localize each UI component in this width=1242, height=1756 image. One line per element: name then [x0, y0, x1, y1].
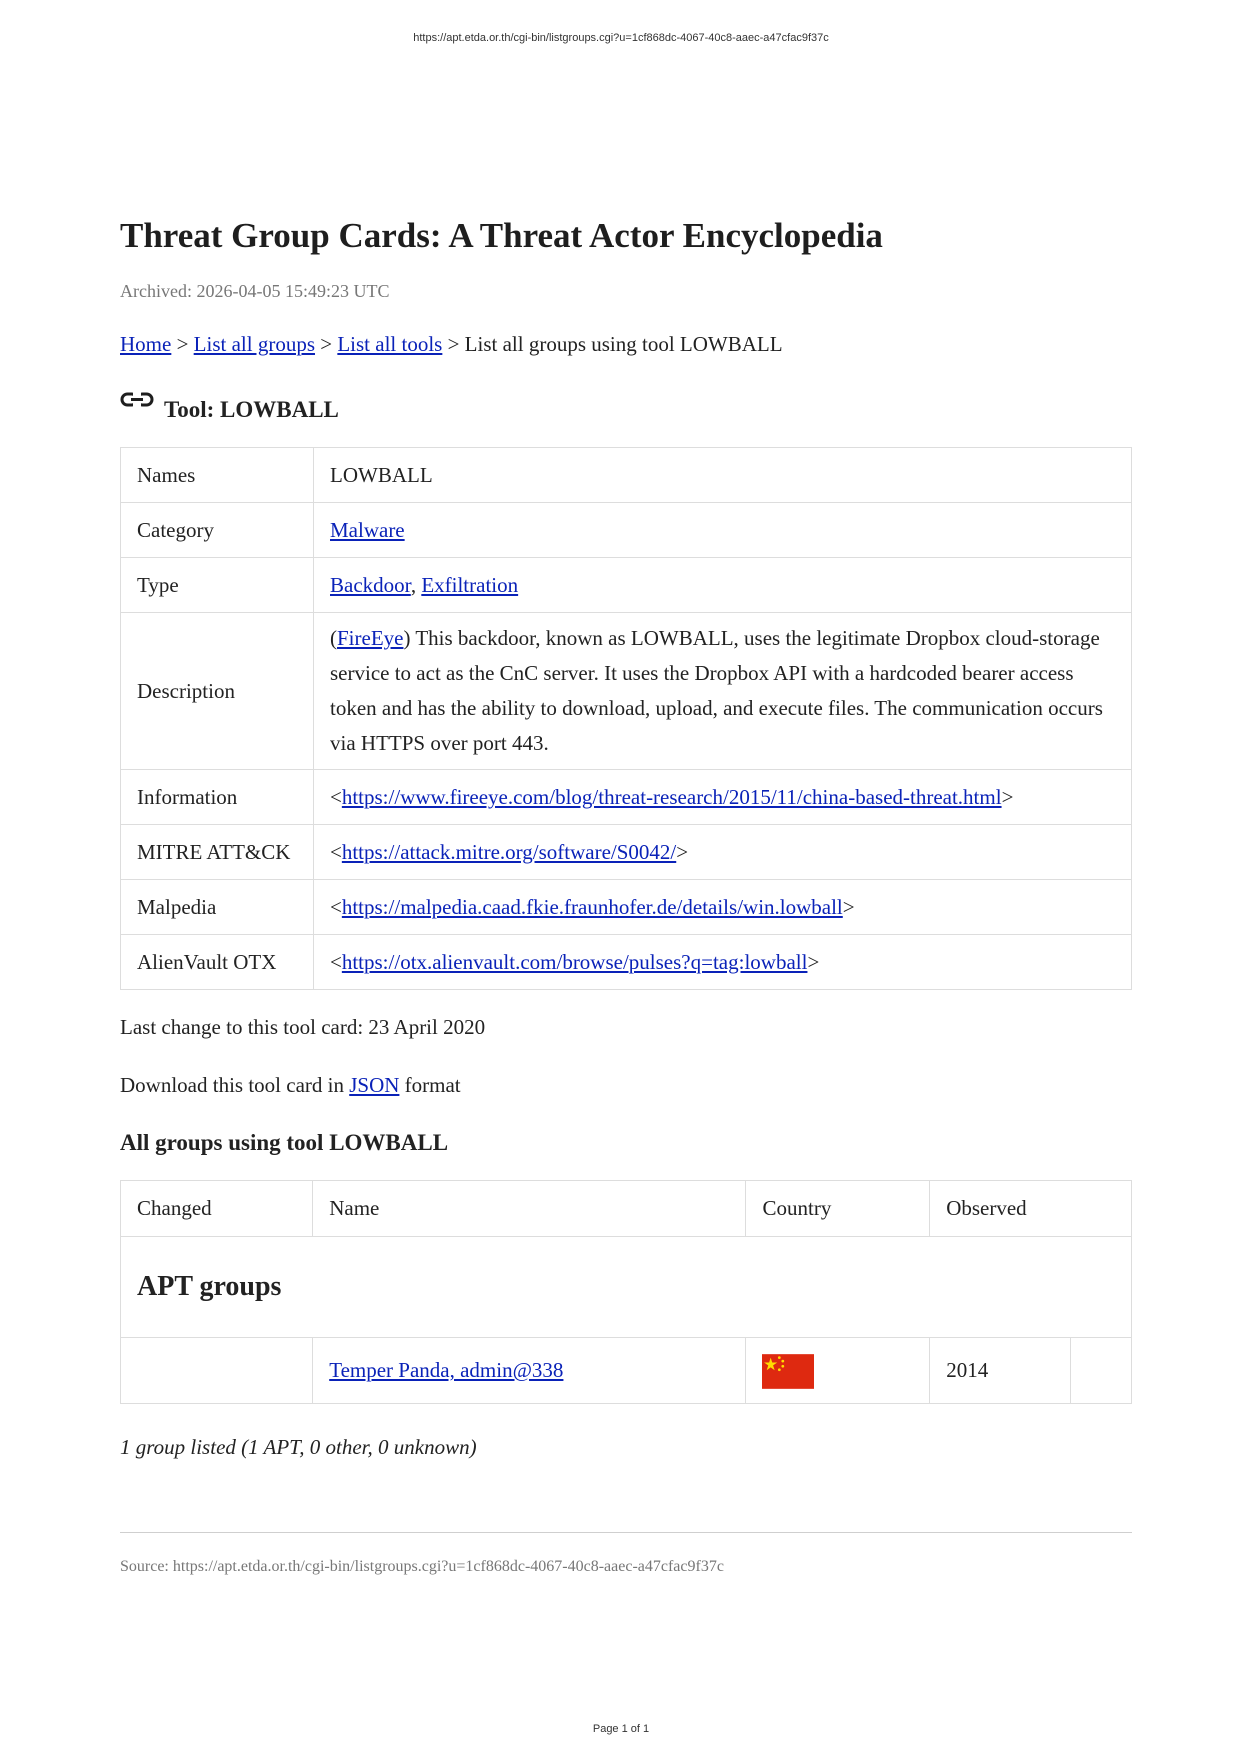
table-row-description [121, 613, 1132, 770]
table-row-category [121, 503, 1132, 558]
section-row-apt [121, 1237, 1132, 1338]
row-key: MITRE ATT&CK [121, 825, 314, 880]
row-key: AlienVault OTX [121, 935, 314, 990]
download-prefix: Download this tool card in [120, 1073, 350, 1097]
breadcrumb-separator: > [315, 332, 338, 356]
changed-cell [121, 1338, 313, 1404]
mitre-link[interactable]: https://attack.mitre.org/software/S0042/ [341, 839, 677, 864]
main-content [120, 212, 1132, 1579]
description-open-paren: ( [330, 626, 337, 650]
otx-link[interactable]: https://otx.alienvault.com/browse/pulses?q=tag:lowball [341, 949, 808, 974]
type-cell [314, 558, 1132, 613]
type-exfiltration-link[interactable]: Exfiltration [421, 572, 519, 597]
category-cell [314, 503, 1132, 558]
angle-open: < [330, 894, 342, 919]
column-header-observed: Observed [930, 1181, 1132, 1237]
groups-table [120, 1180, 1132, 1404]
angle-open: < [330, 949, 342, 974]
tool-info-table [120, 447, 1132, 990]
section-title: APT groups [137, 1270, 282, 1302]
link-icon [120, 389, 154, 418]
table-row [121, 1338, 1132, 1404]
angle-close: > [807, 949, 820, 974]
tool-title: Tool: LOWBALL [164, 397, 339, 422]
group-name-link[interactable]: Temper Panda, admin@338 [329, 1358, 564, 1382]
download-suffix: format [399, 1073, 461, 1097]
row-key: Category [121, 503, 314, 558]
group-name-cell [313, 1338, 746, 1404]
information-cell [314, 770, 1132, 825]
fireeye-source-link[interactable]: FireEye [337, 626, 404, 650]
page-number: Page 1 of 1 [592, 1723, 650, 1735]
empty-cell [1071, 1338, 1132, 1404]
groups-summary: 1 group listed (1 APT, 0 other, 0 unknown) [120, 1435, 477, 1459]
breadcrumb-current: > List all groups using tool LOWBALL [442, 332, 783, 356]
category-malware-link[interactable]: Malware [330, 517, 405, 542]
table-row-type [121, 558, 1132, 613]
print-header-url: https://apt.etda.or.th/cgi-bin/listgroups.cgi?u=1cf868dc-4067-40c8-aaec-a47cfac9f37c [413, 32, 829, 44]
source-url: Source: https://apt.etda.or.th/cgi-bin/listgroups.cgi?u=1cf868dc-4067-40c8-aaec-a47cfac9f37c [120, 1558, 724, 1575]
archived-timestamp: Archived: 2026-04-05 15:49:23 UTC [120, 281, 390, 301]
row-key: Information [121, 770, 314, 825]
description-text: ) This backdoor, known as LOWBALL, uses the legitimate Dropbox cloud-storage service to act as the CnC server. It uses the Dropbox API with a hardcoded bearer access token and has the ability to download, upload, and execute files. The communication occurs via HTTPS over port 443. [330, 626, 1103, 755]
tool-names-value: LOWBALL [314, 448, 1132, 503]
column-header-country: Country [746, 1181, 930, 1237]
table-row-otx [121, 935, 1132, 990]
table-row-names [121, 448, 1132, 503]
divider [120, 1532, 1132, 1533]
groups-heading: All groups using tool LOWBALL [120, 1130, 449, 1155]
section-cell [121, 1237, 1132, 1338]
column-header-changed: Changed [121, 1181, 313, 1237]
information-link[interactable]: https://www.fireeye.com/blog/threat-research/2015/11/china-based-threat.html [341, 784, 1002, 809]
breadcrumb-separator: > [171, 332, 194, 356]
page-title: Threat Group Cards: A Threat Actor Encyclopedia [120, 216, 883, 255]
download-line [120, 1070, 1132, 1100]
otx-cell [314, 935, 1132, 990]
row-key: Names [121, 448, 314, 503]
angle-close: > [676, 839, 689, 864]
breadcrumb-home-link[interactable]: Home [120, 332, 172, 356]
last-change-text: Last change to this tool card: 23 April 2020 [120, 1015, 486, 1039]
row-key: Type [121, 558, 314, 613]
row-key: Malpedia [121, 880, 314, 935]
groups-header-row [121, 1181, 1132, 1237]
breadcrumb [120, 329, 1132, 359]
table-row-mitre [121, 825, 1132, 880]
json-download-link[interactable]: JSON [349, 1073, 400, 1097]
column-header-name: Name [313, 1181, 746, 1237]
row-key: Description [121, 613, 314, 770]
country-cell [746, 1338, 930, 1404]
breadcrumb-tools-link[interactable]: List all tools [337, 332, 443, 356]
china-flag-icon [762, 1354, 814, 1389]
description-cell [314, 613, 1132, 770]
type-separator: , [410, 572, 422, 597]
angle-open: < [330, 784, 342, 809]
table-row-malpedia [121, 880, 1132, 935]
tool-heading [120, 389, 1132, 429]
observed-cell: 2014 [930, 1338, 1071, 1404]
mitre-cell [314, 825, 1132, 880]
malpedia-cell [314, 880, 1132, 935]
angle-close: > [842, 894, 855, 919]
angle-open: < [330, 839, 342, 864]
table-row-information [121, 770, 1132, 825]
malpedia-link[interactable]: https://malpedia.caad.fkie.fraunhofer.de/details/win.lowball [341, 894, 843, 919]
type-backdoor-link[interactable]: Backdoor [330, 572, 411, 597]
angle-close: > [1001, 784, 1014, 809]
breadcrumb-groups-link[interactable]: List all groups [193, 332, 315, 356]
